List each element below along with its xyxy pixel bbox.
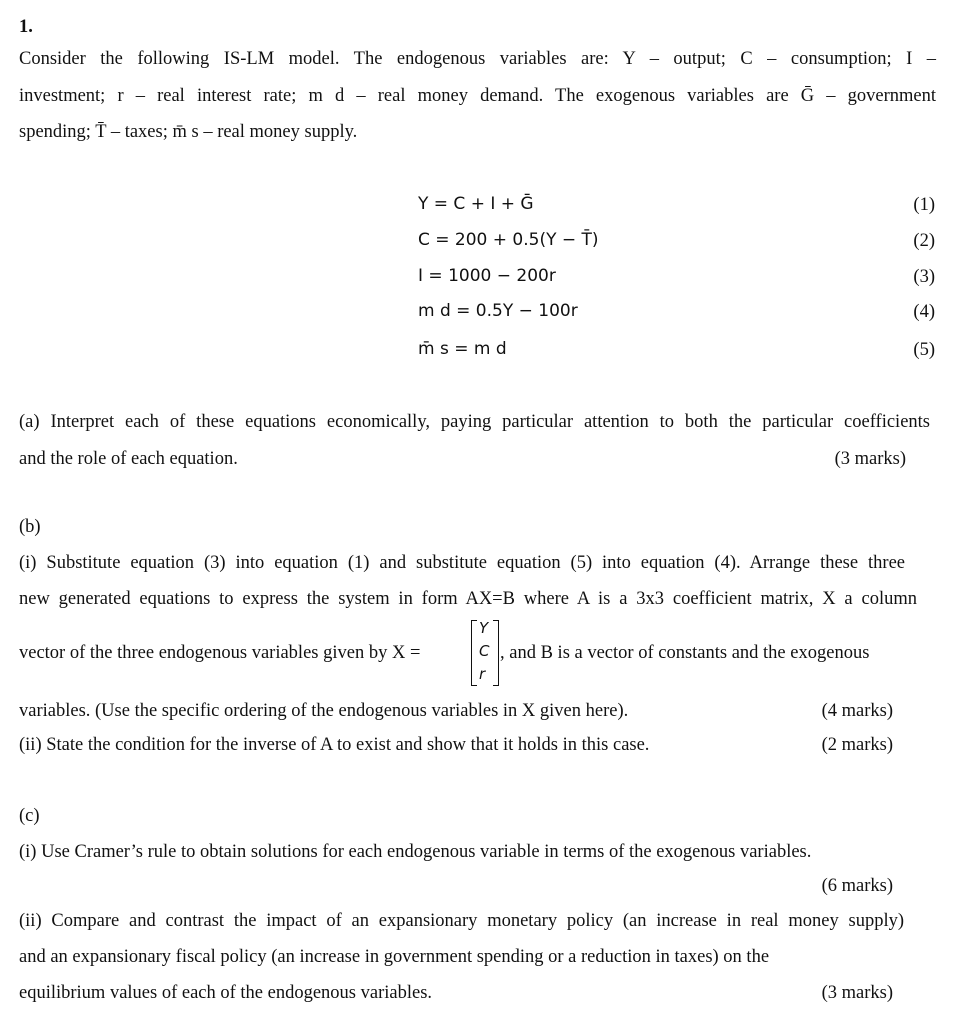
part-b-i-line-3-pre: vector of the three endogenous variables given by X = — [19, 643, 421, 663]
part-c-label: (c) — [19, 806, 40, 826]
part-b-i-marks: (4 marks) — [821, 701, 893, 721]
equation-4: m d = 0.5Y − 100r — [418, 301, 578, 321]
intro-line-2: investment; r – real interest rate; m d – real money demand. The exogenous variables are Ḡ – government — [19, 86, 936, 106]
equation-number-1: (1) — [913, 195, 935, 215]
part-a-marks: (3 marks) — [834, 449, 906, 469]
part-b-i-line-2: new generated equations to express the system in form AX=B where A is a 3x3 coefficient matrix, X a column — [19, 589, 917, 609]
equation-number-3: (3) — [913, 267, 935, 287]
part-c-ii-marks: (3 marks) — [821, 983, 893, 1003]
vector-left-bracket — [471, 620, 477, 686]
equation-2: C = 200 + 0.5(Y − T̄) — [418, 230, 599, 250]
intro-line-1: Consider the following IS-LM model. The endogenous variables are: Y – output; C – consumption; I – — [19, 49, 936, 69]
part-c-ii-line-3: equilibrium values of each of the endogenous variables. — [19, 983, 433, 1003]
part-b-i-line-4: variables. (Use the specific ordering of the endogenous variables in X given here). — [19, 701, 629, 721]
equation-1: Y = C + I + Ḡ — [418, 194, 534, 214]
vector-right-bracket — [493, 620, 499, 686]
part-c-i-marks: (6 marks) — [821, 876, 893, 896]
equation-number-5: (5) — [913, 340, 935, 360]
equation-5: m̄ s = m d — [418, 339, 507, 359]
part-b-ii-line: (ii) State the condition for the inverse of A to exist and show that it holds in this case. — [19, 735, 650, 755]
vector-entry-y: Y — [479, 619, 489, 637]
part-a-line-1: (a) Interpret each of these equations economically, paying particular attention to both the particular coefficients — [19, 412, 930, 432]
vector-entry-c: C — [479, 642, 490, 660]
part-b-i-line-1: (i) Substitute equation (3) into equation (1) and substitute equation (5) into equation (4). Arrange these three — [19, 553, 905, 573]
equation-number-2: (2) — [913, 231, 935, 251]
equation-number-4: (4) — [913, 302, 935, 322]
intro-line-3: spending; T̄ – taxes; m̄ s – real money supply. — [19, 122, 358, 142]
question-number: 1. — [19, 17, 33, 37]
equation-3: I = 1000 − 200r — [418, 266, 556, 286]
part-b-label: (b) — [19, 517, 41, 537]
part-c-i-line: (i) Use Cramer’s rule to obtain solutions for each endogenous variable in terms of the exogenous variables. — [19, 842, 812, 862]
part-a-line-2: and the role of each equation. — [19, 449, 238, 469]
column-vector-x — [471, 620, 499, 686]
part-c-ii-line-2: and an expansionary fiscal policy (an increase in government spending or a reduction in taxes) on the — [19, 947, 770, 967]
part-b-i-line-3-post: , and B is a vector of constants and the exogenous — [500, 643, 870, 663]
vector-entry-r: r — [479, 665, 486, 683]
part-b-ii-marks: (2 marks) — [821, 735, 893, 755]
part-c-ii-line-1: (ii) Compare and contrast the impact of an expansionary monetary policy (an increase in real money supply) — [19, 911, 904, 931]
